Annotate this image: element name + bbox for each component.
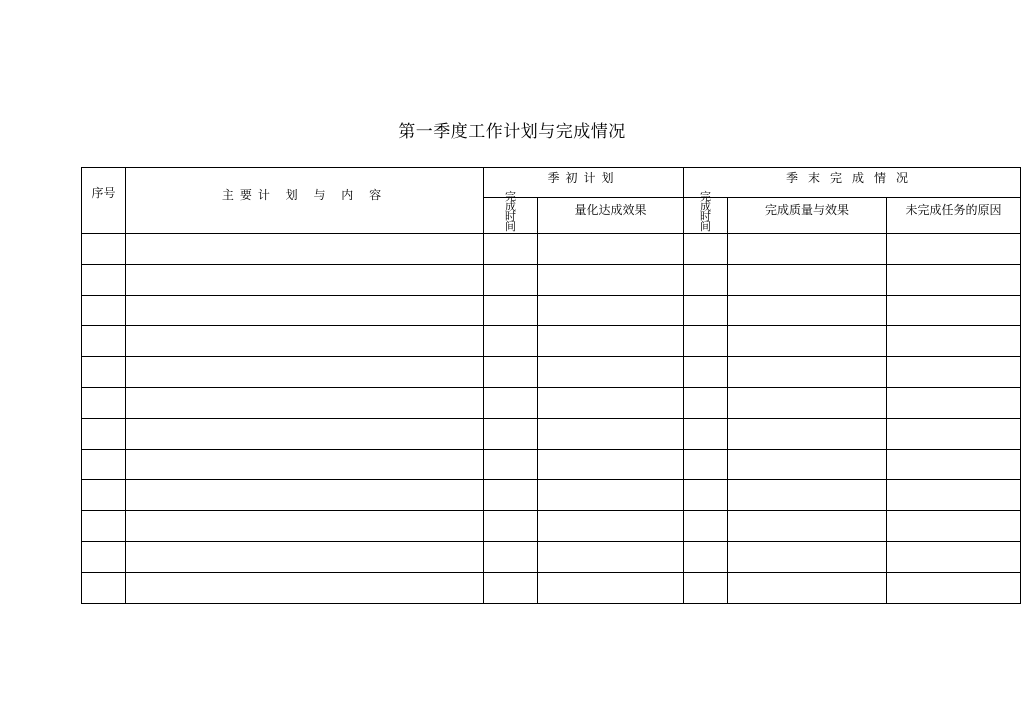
table-cell-reason[interactable] <box>887 573 1020 603</box>
header-plan-time-label: 完成时间 <box>505 189 516 233</box>
table-cell-quality[interactable] <box>728 511 886 541</box>
table-cell-plan-time[interactable] <box>484 357 537 387</box>
table-cell-seq[interactable] <box>82 388 125 418</box>
table-cell-seq[interactable] <box>82 511 125 541</box>
table-cell-done-time[interactable] <box>684 296 727 326</box>
table-cell-content[interactable] <box>126 511 483 541</box>
header-quality-effect: 完成质量与效果 <box>764 202 849 217</box>
table-cell-reason[interactable] <box>887 326 1020 356</box>
table-cell-done-time[interactable] <box>684 265 727 295</box>
table-cell-seq[interactable] <box>82 326 125 356</box>
table-cell-done-time[interactable] <box>684 419 727 449</box>
table-cell-plan-effect[interactable] <box>538 234 683 264</box>
table-cell-plan-effect[interactable] <box>538 542 683 572</box>
table-cell-done-time[interactable] <box>684 357 727 387</box>
table-cell-plan-time[interactable] <box>484 511 537 541</box>
table-cell-done-time[interactable] <box>684 511 727 541</box>
header-done-time <box>684 189 727 233</box>
table-cell-plan-effect[interactable] <box>538 296 683 326</box>
table-cell-content[interactable] <box>126 388 483 418</box>
table-cell-plan-time[interactable] <box>484 326 537 356</box>
table-cell-content[interactable] <box>126 357 483 387</box>
table-cell-seq[interactable] <box>82 542 125 572</box>
table-cell-plan-effect[interactable] <box>538 450 683 480</box>
table-cell-reason[interactable] <box>887 357 1020 387</box>
table-cell-quality[interactable] <box>728 450 886 480</box>
header-content: 主要计 划 与 内 容 <box>221 187 388 202</box>
table-cell-quality[interactable] <box>728 357 886 387</box>
table-cell-reason[interactable] <box>887 450 1020 480</box>
table-cell-plan-time[interactable] <box>484 419 537 449</box>
table-cell-done-time[interactable] <box>684 480 727 510</box>
header-done-time-label: 完成时间 <box>700 189 711 233</box>
table-cell-content[interactable] <box>126 450 483 480</box>
table-cell-content[interactable] <box>126 234 483 264</box>
table-cell-plan-time[interactable] <box>484 296 537 326</box>
table-cell-reason[interactable] <box>887 388 1020 418</box>
table-cell-seq[interactable] <box>82 296 125 326</box>
table-cell-seq[interactable] <box>82 573 125 603</box>
table-cell-reason[interactable] <box>887 296 1020 326</box>
header-seq: 序号 <box>91 185 116 200</box>
table-cell-reason[interactable] <box>887 265 1020 295</box>
table-cell-quality[interactable] <box>728 573 886 603</box>
table-cell-plan-effect[interactable] <box>538 511 683 541</box>
table-cell-plan-time[interactable] <box>484 265 537 295</box>
table-cell-done-time[interactable] <box>684 542 727 572</box>
table-cell-quality[interactable] <box>728 234 886 264</box>
table-cell-plan-effect[interactable] <box>538 480 683 510</box>
table-cell-content[interactable] <box>126 265 483 295</box>
table-cell-content[interactable] <box>126 480 483 510</box>
table-cell-content[interactable] <box>126 542 483 572</box>
table-cell-plan-effect[interactable] <box>538 419 683 449</box>
table-cell-plan-effect[interactable] <box>538 265 683 295</box>
table-cell-reason[interactable] <box>887 511 1020 541</box>
header-end-status: 季末完成情况 <box>785 170 918 185</box>
table-cell-plan-effect[interactable] <box>538 388 683 418</box>
table-cell-plan-effect[interactable] <box>538 357 683 387</box>
table-cell-seq[interactable] <box>82 450 125 480</box>
table-cell-plan-time[interactable] <box>484 234 537 264</box>
table-cell-reason[interactable] <box>887 234 1020 264</box>
table-cell-content[interactable] <box>126 573 483 603</box>
table-cell-seq[interactable] <box>82 480 125 510</box>
table-cell-done-time[interactable] <box>684 450 727 480</box>
table-cell-quality[interactable] <box>728 388 886 418</box>
table-cell-plan-time[interactable] <box>484 480 537 510</box>
table-cell-plan-time[interactable] <box>484 450 537 480</box>
table-cell-seq[interactable] <box>82 419 125 449</box>
table-cell-plan-time[interactable] <box>484 542 537 572</box>
table-cell-quality[interactable] <box>728 296 886 326</box>
table-cell-seq[interactable] <box>82 234 125 264</box>
table-cell-quality[interactable] <box>728 265 886 295</box>
table-cell-done-time[interactable] <box>684 388 727 418</box>
table-cell-reason[interactable] <box>887 480 1020 510</box>
table-cell-plan-effect[interactable] <box>538 326 683 356</box>
header-start-plan: 季初计划 <box>547 170 620 185</box>
table-cell-plan-effect[interactable] <box>538 573 683 603</box>
table-cell-content[interactable] <box>126 326 483 356</box>
header-reason: 未完成任务的原因 <box>905 202 1002 217</box>
table-cell-done-time[interactable] <box>684 573 727 603</box>
table-cell-reason[interactable] <box>887 419 1020 449</box>
page-title: 第一季度工作计划与完成情况 <box>398 122 626 142</box>
table-cell-quality[interactable] <box>728 326 886 356</box>
table-cell-plan-time[interactable] <box>484 573 537 603</box>
header-plan-time <box>484 189 537 233</box>
header-quant-effect: 量化达成效果 <box>574 202 647 217</box>
table-cell-reason[interactable] <box>887 542 1020 572</box>
table-cell-content[interactable] <box>126 296 483 326</box>
table-cell-done-time[interactable] <box>684 326 727 356</box>
row-divider <box>81 603 1021 604</box>
table-cell-quality[interactable] <box>728 542 886 572</box>
table-right-border <box>1020 167 1021 603</box>
table-cell-seq[interactable] <box>82 265 125 295</box>
table-cell-content[interactable] <box>126 419 483 449</box>
table-cell-plan-time[interactable] <box>484 388 537 418</box>
table-cell-done-time[interactable] <box>684 234 727 264</box>
table-cell-quality[interactable] <box>728 480 886 510</box>
plan-table <box>81 167 1021 603</box>
table-cell-seq[interactable] <box>82 357 125 387</box>
table-cell-quality[interactable] <box>728 419 886 449</box>
